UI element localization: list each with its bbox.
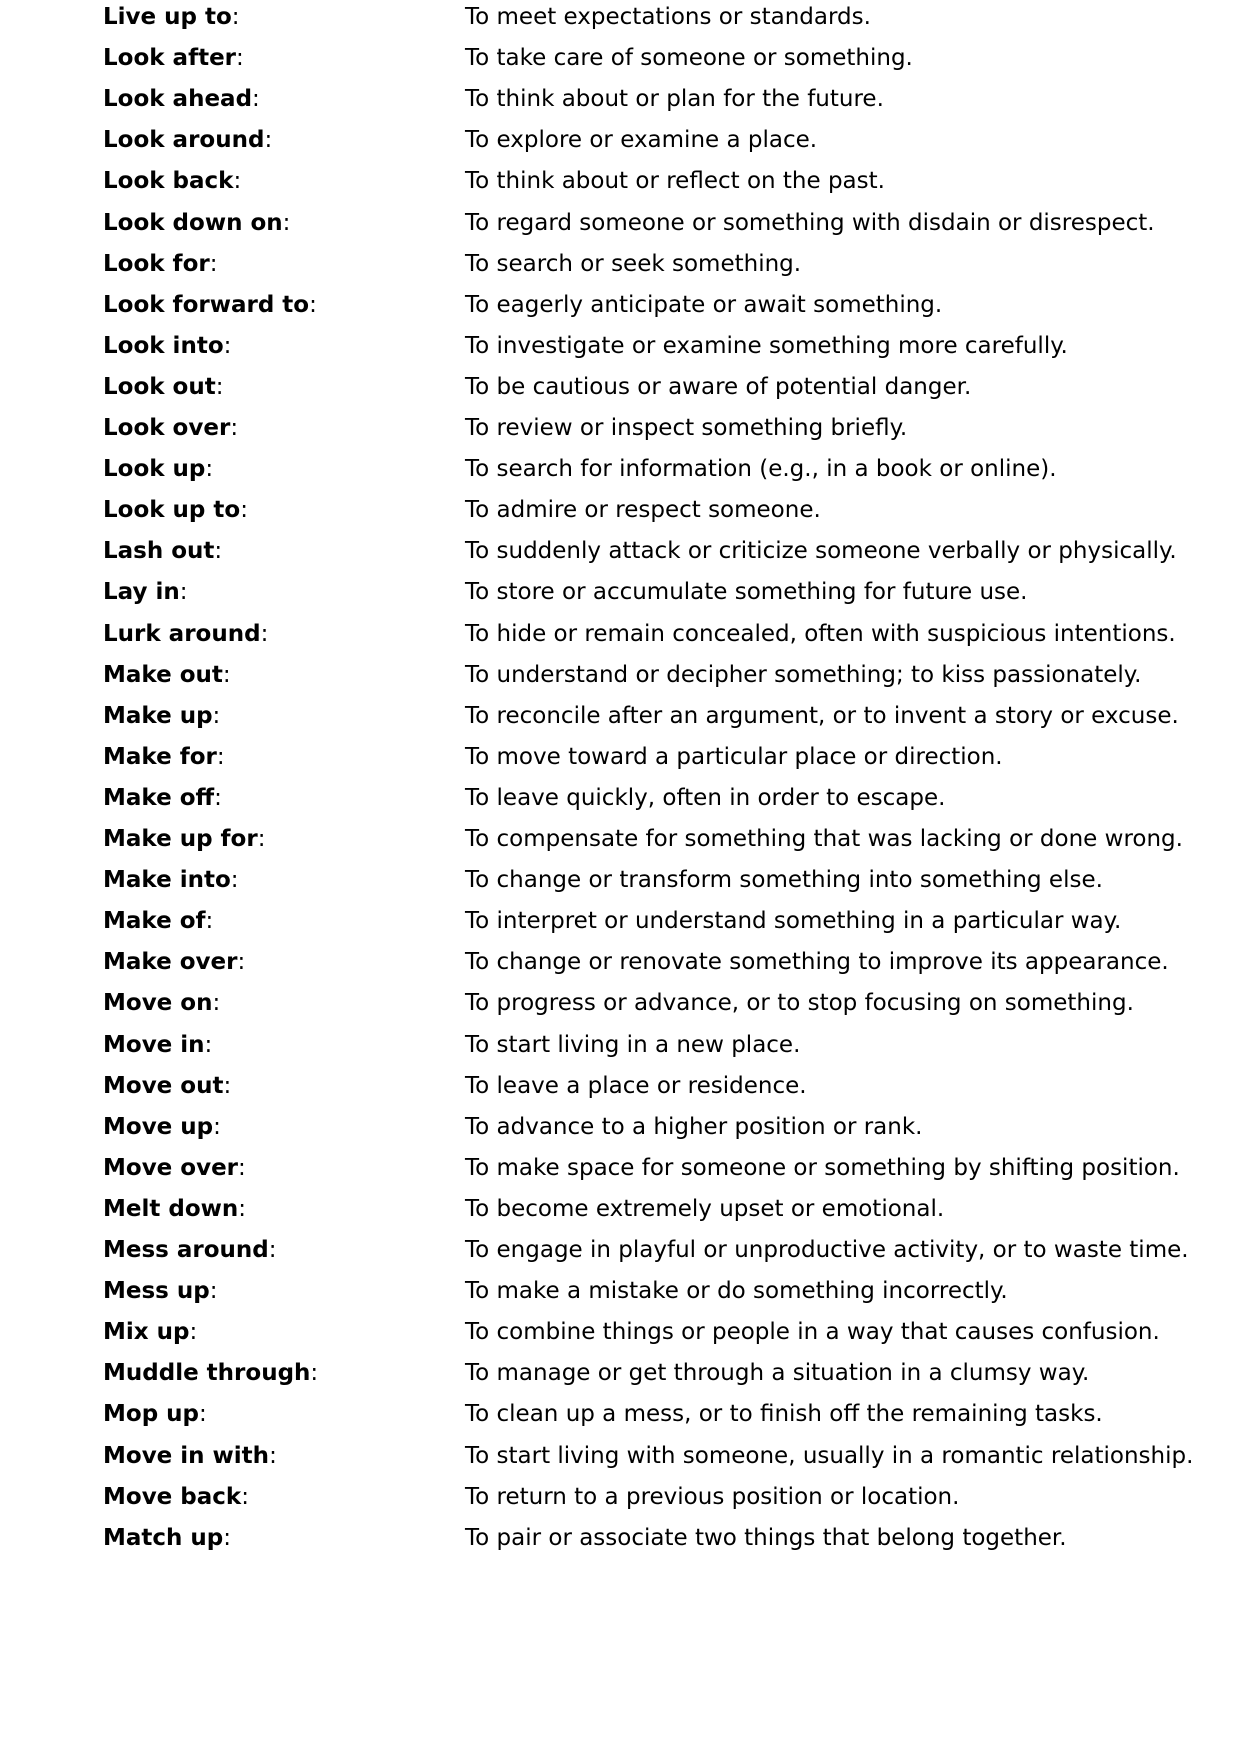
entry-term-text: Make into — [103, 867, 231, 894]
entry-row — [0, 1312, 1241, 1352]
entry-row — [0, 1518, 1241, 1558]
entry-term-colon: : — [241, 1483, 249, 1510]
entry-term-colon: : — [214, 784, 222, 811]
entry-term-text: Move in with — [103, 1442, 270, 1469]
entry-term-colon: : — [230, 867, 239, 894]
entry-term-colon: : — [264, 127, 273, 154]
entry-term-colon: : — [310, 1360, 319, 1387]
entry-row — [0, 1230, 1241, 1270]
entry-term-text: Lurk around — [103, 620, 261, 647]
entry-term-text: Live up to — [103, 4, 232, 30]
entry-definition: To combine things or people in a way that causes confusion. — [465, 1319, 1160, 1346]
entry-term — [103, 408, 238, 448]
entry-definition: To search or seek something. — [465, 250, 802, 277]
entry-term-colon: : — [179, 579, 188, 606]
entry-definition: To start living with someone, usually in a romantic relationship. — [465, 1442, 1194, 1469]
entry-definition: To eagerly anticipate or await something. — [465, 291, 943, 318]
entry-definition: To take care of someone or something. — [465, 45, 913, 72]
entry-term-text: Melt down — [103, 1195, 239, 1222]
entry-row — [0, 285, 1241, 325]
entry-definition: To engage in playful or unproductive activity, or to waste time. — [465, 1237, 1189, 1263]
entry-term-colon: : — [223, 1072, 232, 1099]
entry-definition: To reconcile after an argument, or to invent a story or excuse. — [465, 702, 1179, 729]
entry-definition: To think about or plan for the future. — [465, 86, 884, 113]
entry-term-text: Look over — [103, 415, 231, 441]
entry-term — [103, 367, 223, 407]
entry-term — [103, 1066, 231, 1106]
entry-definition: To investigate or examine something more carefully. — [465, 332, 1068, 359]
entry-term-text: Move out — [103, 1072, 224, 1099]
entry-term — [103, 1518, 231, 1558]
entry-definition: To understand or decipher something; to kiss passionately. — [465, 661, 1142, 688]
entry-definition: To make a mistake or do something incorrectly. — [465, 1278, 1008, 1305]
entry-term — [103, 285, 317, 325]
entry-term-colon: : — [212, 702, 221, 729]
entry-definition: To search for information (e.g., in a book or online). — [465, 456, 1057, 483]
entry-term — [103, 244, 217, 284]
entry-definition: To move toward a particular place or direction. — [465, 743, 1003, 770]
entry-definition: To clean up a mess, or to finish off the remaining tasks. — [465, 1401, 1103, 1428]
entry-term — [103, 490, 248, 530]
entry-term — [103, 1312, 197, 1352]
entry-term-text: Look into — [103, 332, 224, 359]
entry-definition: To review or inspect something briefly. — [465, 415, 908, 441]
entry-term — [103, 1107, 221, 1147]
entry-row — [0, 696, 1241, 736]
entry-term — [103, 614, 268, 654]
entry-term — [103, 0, 240, 37]
entry-row — [0, 490, 1241, 530]
entry-definition: To regard someone or something with disdain or disrespect. — [465, 209, 1155, 236]
entry-term-text: Muddle through — [103, 1360, 311, 1387]
entry-term-text: Make over — [103, 949, 238, 976]
entry-term — [103, 1353, 318, 1393]
entry-term-colon: : — [213, 1113, 221, 1140]
entry-definition: To store or accumulate something for future use. — [465, 579, 1028, 606]
entry-row — [0, 1477, 1241, 1517]
entry-term-text: Look back — [103, 168, 234, 195]
entry-definition: To manage or get through a situation in a clumsy way. — [465, 1360, 1090, 1387]
entry-term — [103, 1148, 246, 1188]
entry-term — [103, 696, 220, 736]
entry-definition: To meet expectations or standards. — [465, 4, 871, 30]
entry-row — [0, 942, 1241, 982]
entry-term-colon: : — [309, 291, 317, 318]
entry-term — [103, 737, 225, 777]
entry-term-text: Look out — [103, 373, 216, 400]
entry-term — [103, 983, 220, 1023]
entry-term-colon: : — [233, 168, 242, 195]
entry-row — [0, 1066, 1241, 1106]
entry-definition: To admire or respect someone. — [465, 497, 821, 524]
entry-term — [103, 1189, 246, 1229]
entry-term-text: Look around — [103, 127, 265, 154]
entry-row — [0, 531, 1241, 571]
entry-row — [0, 1148, 1241, 1188]
entry-term — [103, 819, 265, 859]
entry-term-colon: : — [204, 1031, 213, 1058]
entry-row — [0, 819, 1241, 859]
entry-term-text: Look after — [103, 45, 237, 72]
entry-term-text: Make up for — [103, 826, 258, 852]
entry-term — [103, 1436, 277, 1476]
entry-term — [103, 161, 241, 201]
entry-term-text: Look down on — [103, 209, 283, 236]
entry-term-text: Move back — [103, 1483, 242, 1510]
entry-term-colon: : — [230, 415, 239, 441]
entry-term — [103, 326, 231, 366]
entry-row — [0, 572, 1241, 612]
entry-term-colon: : — [212, 990, 221, 1017]
entry-definition: To pair or associate two things that belong together. — [465, 1524, 1067, 1551]
entry-term-text: Mop up — [103, 1401, 199, 1428]
entry-row — [0, 737, 1241, 777]
entry-row — [0, 367, 1241, 407]
entry-term-colon: : — [223, 1524, 232, 1551]
entry-term-colon: : — [205, 456, 214, 483]
entry-term-text: Match up — [103, 1524, 224, 1551]
entry-term-text: Mess around — [103, 1237, 269, 1263]
entry-row — [0, 408, 1241, 448]
entry-definition: To become extremely upset or emotional. — [465, 1195, 945, 1222]
entry-row — [0, 1107, 1241, 1147]
entry-term-text: Make off — [103, 784, 215, 811]
entry-term — [103, 1394, 207, 1434]
entry-term — [103, 1230, 277, 1270]
entry-row — [0, 1025, 1241, 1065]
entry-row — [0, 0, 1241, 37]
entry-row — [0, 655, 1241, 695]
entry-definition: To hide or remain concealed, often with suspicious intentions. — [465, 620, 1176, 647]
entry-term-text: Mix up — [103, 1319, 190, 1346]
entry-definition: To make space for someone or something by shifting position. — [465, 1154, 1180, 1181]
entry-term — [103, 860, 239, 900]
entry-row — [0, 449, 1241, 489]
entry-row — [0, 860, 1241, 900]
entry-definition: To advance to a higher position or rank. — [465, 1113, 923, 1140]
entry-row — [0, 244, 1241, 284]
entry-row — [0, 38, 1241, 78]
entry-definition: To start living in a new place. — [465, 1031, 801, 1058]
entry-term — [103, 572, 187, 612]
entry-definition: To return to a previous position or location. — [465, 1483, 960, 1510]
entry-row — [0, 120, 1241, 160]
entry-term-colon: : — [214, 538, 223, 565]
entry-term — [103, 203, 290, 243]
entry-definition: To be cautious or aware of potential danger. — [465, 373, 972, 400]
entry-term-text: Mess up — [103, 1278, 210, 1305]
entry-row — [0, 901, 1241, 941]
entry-term-colon: : — [189, 1319, 198, 1346]
entry-term — [103, 1477, 249, 1517]
entry-term-colon: : — [269, 1442, 277, 1469]
entry-term-colon: : — [252, 86, 260, 113]
entry-term-colon: : — [216, 743, 225, 770]
entry-row — [0, 1353, 1241, 1393]
entry-definition: To compensate for something that was lacking or done wrong. — [465, 826, 1183, 852]
entry-term — [103, 120, 272, 160]
entry-definition: To think about or reflect on the past. — [465, 168, 885, 195]
entry-term-colon: : — [223, 332, 232, 359]
entry-definition: To suddenly attack or criticize someone verbally or physically. — [465, 538, 1177, 565]
entry-term — [103, 38, 244, 78]
entry-definition: To change or transform something into something else. — [465, 867, 1103, 894]
entry-term-text: Move over — [103, 1154, 239, 1181]
entry-term — [103, 655, 231, 695]
entry-term — [103, 942, 245, 982]
entry-term-colon: : — [240, 497, 248, 524]
entry-term-colon: : — [237, 949, 246, 976]
entry-term-colon: : — [231, 4, 240, 30]
entry-term — [103, 79, 260, 119]
entry-row — [0, 161, 1241, 201]
entry-term-text: Make for — [103, 743, 217, 770]
entry-term-text: Look ahead — [103, 86, 253, 113]
entry-term-text: Move in — [103, 1031, 205, 1058]
entry-term-colon: : — [205, 908, 214, 935]
entry-term-colon: : — [236, 45, 244, 72]
entry-term-colon: : — [199, 1401, 207, 1428]
entry-term-colon: : — [282, 209, 291, 236]
entry-definition: To progress or advance, or to stop focusing on something. — [465, 990, 1134, 1017]
entry-row — [0, 983, 1241, 1023]
entry-term-text: Make of — [103, 908, 206, 935]
entry-row — [0, 326, 1241, 366]
entry-term-text: Look up — [103, 456, 206, 483]
entry-term — [103, 1025, 212, 1065]
entry-term-colon: : — [238, 1154, 246, 1181]
entry-term-colon: : — [209, 1278, 218, 1305]
entry-term-colon: : — [209, 250, 218, 277]
entry-row — [0, 1189, 1241, 1229]
entry-row — [0, 1436, 1241, 1476]
entry-row — [0, 614, 1241, 654]
entry-definition: To explore or examine a place. — [465, 127, 818, 154]
entry-term-text: Make up — [103, 702, 213, 729]
entry-term-text: Move up — [103, 1113, 214, 1140]
entry-term-colon: : — [222, 661, 231, 688]
entry-term — [103, 1271, 217, 1311]
entry-row — [0, 1271, 1241, 1311]
entry-term-text: Move on — [103, 990, 213, 1017]
entry-term-text: Lay in — [103, 579, 180, 606]
entry-definition: To interpret or understand something in a particular way. — [465, 908, 1122, 935]
entry-row — [0, 778, 1241, 818]
entry-term — [103, 901, 213, 941]
entry-term-text: Make out — [103, 661, 223, 688]
entry-row — [0, 203, 1241, 243]
entry-term-colon: : — [268, 1237, 277, 1263]
entry-term — [103, 778, 222, 818]
entry-definition: To leave quickly, often in order to escape. — [465, 784, 946, 811]
entry-term-colon: : — [238, 1195, 247, 1222]
entry-term-text: Look up to — [103, 497, 241, 524]
entry-row — [0, 1394, 1241, 1434]
entry-term-colon: : — [257, 826, 266, 852]
entry-term-colon: : — [260, 620, 269, 647]
entry-definition: To change or renovate something to improve its appearance. — [465, 949, 1169, 976]
entry-term — [103, 531, 222, 571]
entry-term-colon: : — [215, 373, 224, 400]
entry-row — [0, 79, 1241, 119]
entry-term — [103, 449, 213, 489]
entry-term-text: Lash out — [103, 538, 215, 565]
entry-term-text: Look for — [103, 250, 210, 277]
entry-term-text: Look forward to — [103, 291, 310, 318]
entry-definition: To leave a place or residence. — [465, 1072, 807, 1099]
